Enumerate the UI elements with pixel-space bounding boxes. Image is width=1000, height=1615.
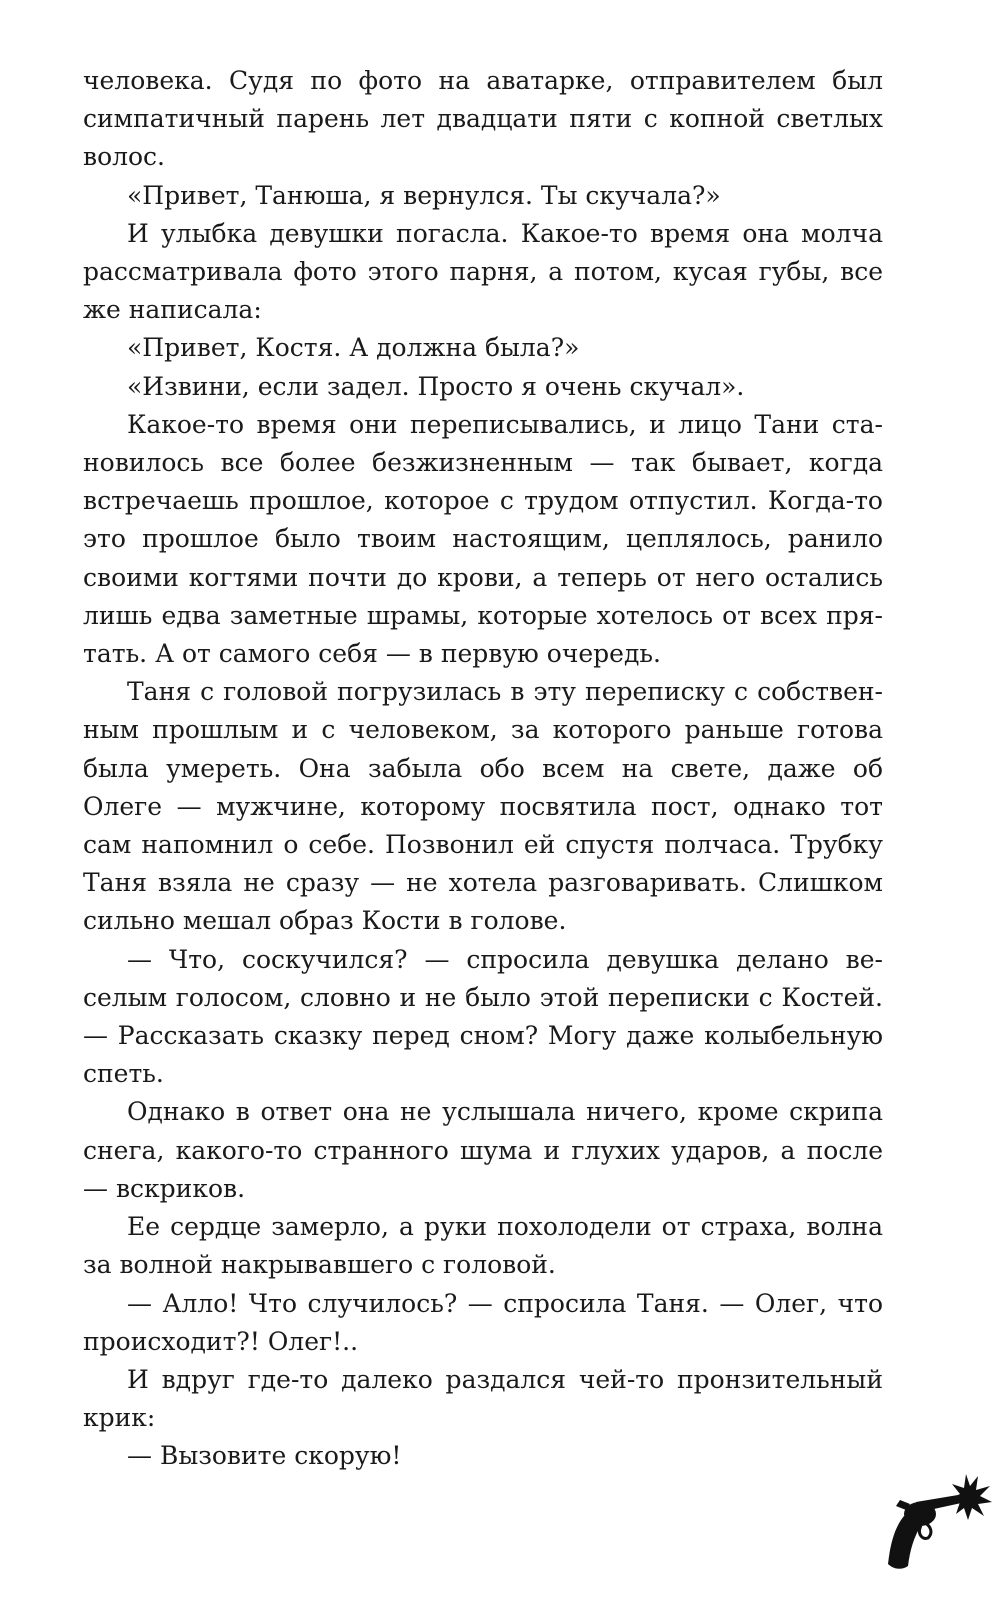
paragraph-10: Ее сердце замерло, а руки похолодели от страха, волна за волной накрывавшего с головой.	[83, 1212, 883, 1280]
paragraph-11: — Алло! Что случилось? — спросила Таня. — Олег, что происходит?! Олег!..	[83, 1288, 883, 1356]
paragraph-9: Однако в ответ она не услышала ничего, кроме скрипа снега, какого-то странного шума и глухих ударов, а после — вскриков.	[83, 1097, 883, 1203]
paragraph-5: «Извини, если задел. Просто я очень скучал».	[127, 371, 745, 401]
paragraph-3: И улыбка девушки погасла. Какое-то время она молча рассматривала фото этого парня, а потом, кусая губы, все же написала:	[83, 218, 883, 325]
paragraph-2: «Привет, Танюша, я вернулся. Ты скучала?»	[127, 180, 721, 210]
paragraph-4: «Привет, Костя. А должна была?»	[127, 333, 580, 363]
paragraph-8: — Что, соскучился? — спросила девушка делано веселым голосом, словно и не было этой переписки с Костей. — Рассказать сказку перед сном? Могу даже колыбельную спеть.	[83, 944, 883, 1089]
paragraph-6: Какое-то время они переписывались, и лицо Тани становилось все более безжизненным — так бывает, когда встречаешь прошлое, которое с трудом отпустил. Когда-то это прошлое было твоим настоящим, цеплялось, ранило своими когтями почти до крови, а теперь от него остались лишь едва заметные шрамы, которые хотелось от всех прятать. А от самого себя — в первую очередь.	[83, 409, 883, 669]
paragraph-1: человека. Судя по фото на аватарке, отправителем был симпатичный парень лет двадцати пяти с копной светлых волос.	[83, 66, 883, 172]
revolver-icon	[886, 1466, 992, 1576]
paragraph-12: И вдруг где-то далеко раздался чей-то пронзительный крик:	[83, 1364, 883, 1433]
page-body	[83, 62, 883, 1476]
paragraph-7: Таня с головой погрузилась в эту переписку с собственным прошлым и с человеком, за которого раньше готова была умереть. Она забыла обо всем на свете, даже об Олеге — мужчине, которому посвятила пост, однако тот сам напомнил о себе. Позвонил ей спустя полчаса. Трубку Таня взяла не сразу — не хотела разговаривать. Слишком сильно мешал образ Кости в голове.	[83, 677, 883, 936]
paragraph-13: — Вызовите скорую!	[127, 1441, 402, 1471]
